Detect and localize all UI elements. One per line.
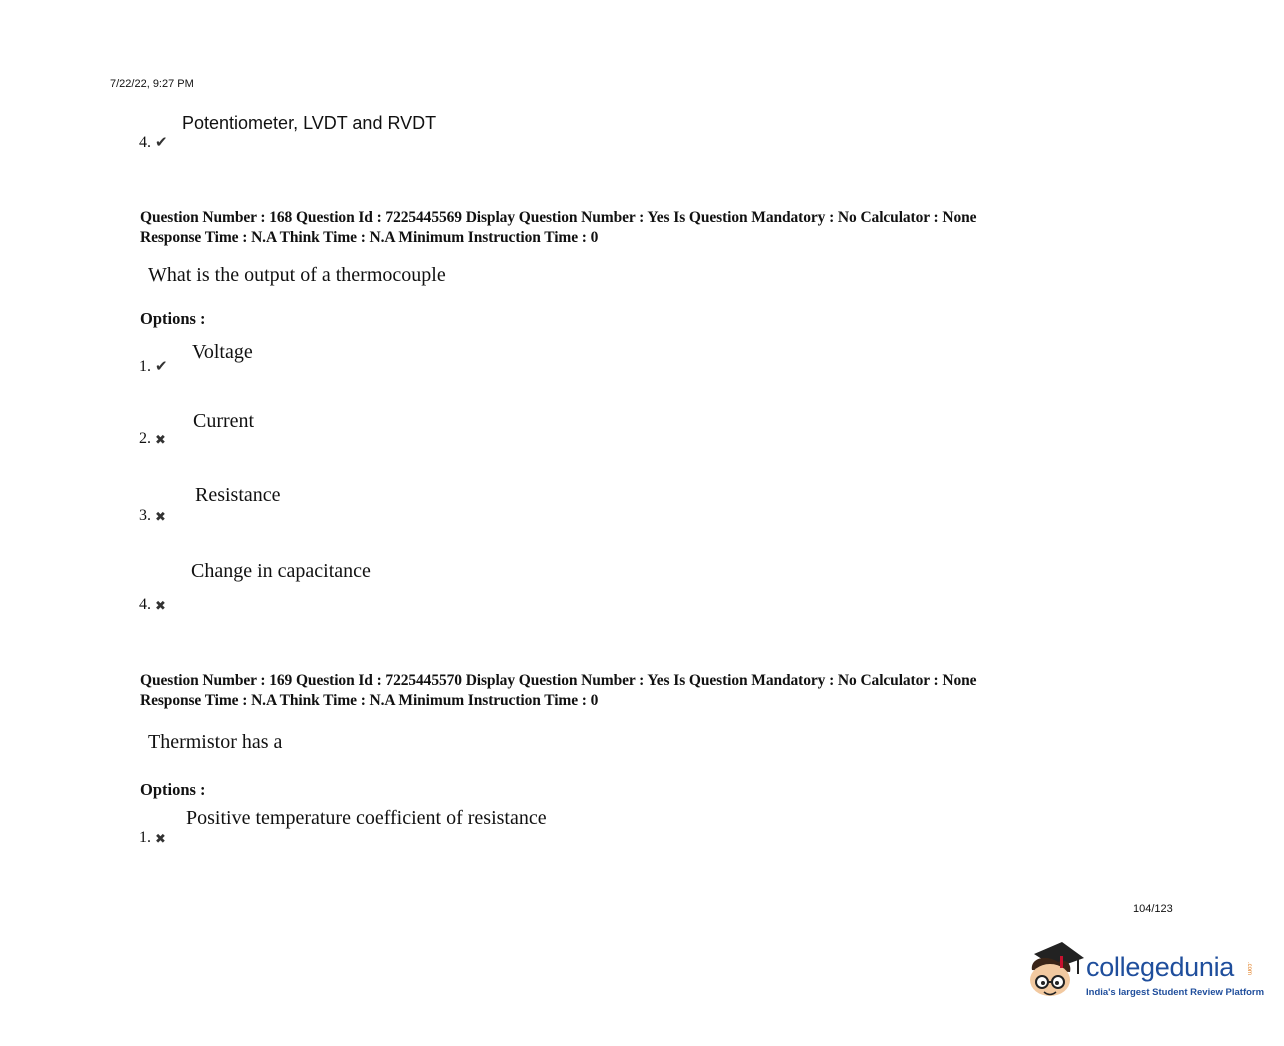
option-marker [139,430,166,448]
cross-icon: ✖ [155,508,166,524]
option-marker [139,596,166,614]
page-number: 104/123 [1133,903,1173,915]
prev-option-text: Potentiometer, LVDT and RVDT [182,113,437,133]
option-number: 3. [139,507,151,524]
question-meta-line1: Question Number : 169 Question Id : 7225445570 Display Question Number : Yes Is Question Mandatory : No Calculator : None [140,672,977,689]
option-marker [139,358,168,376]
option-marker [139,507,166,525]
option-marker [139,829,166,847]
option-number: 2. [139,430,151,447]
question-meta-line2: Response Time : N.A Think Time : N.A Minimum Instruction Time : 0 [140,692,599,709]
option-number: 1. [139,829,151,846]
logo-wordmark: collegedunia [1086,952,1235,982]
option-text: Change in capacitance [191,560,371,582]
option-text: Current [193,410,255,432]
mascot-icon [1026,940,1086,1010]
option-text: Voltage [192,341,253,363]
options-label: Options : [140,780,206,799]
option-text: Positive temperature coefficient of resistance [186,807,547,829]
prev-option-number [139,134,168,152]
option-number: 4. [139,596,151,613]
options-label: Options : [140,309,206,328]
cross-icon: ✖ [155,830,166,846]
print-timestamp: 7/22/22, 9:27 PM [110,78,194,90]
question-meta-line2: Response Time : N.A Think Time : N.A Minimum Instruction Time : 0 [140,229,599,246]
option-number: 1. [139,358,151,375]
logo-tagline: India's largest Student Review Platform [1086,987,1265,998]
logo-suffix: .com [1246,962,1252,976]
question-text: Thermistor has a [148,731,283,753]
check-icon: ✔ [155,134,168,151]
question-meta-line1: Question Number : 168 Question Id : 7225445569 Display Question Number : Yes Is Question Mandatory : No Calculator : None [140,209,977,226]
question-text: What is the output of a thermocouple [148,264,446,286]
cross-icon: ✖ [155,597,166,613]
option-text: Resistance [195,484,281,506]
check-icon: ✔ [155,358,168,375]
option-number: 4. [139,134,151,151]
cross-icon: ✖ [155,431,166,447]
collegedunia-logo [1026,940,1265,1010]
